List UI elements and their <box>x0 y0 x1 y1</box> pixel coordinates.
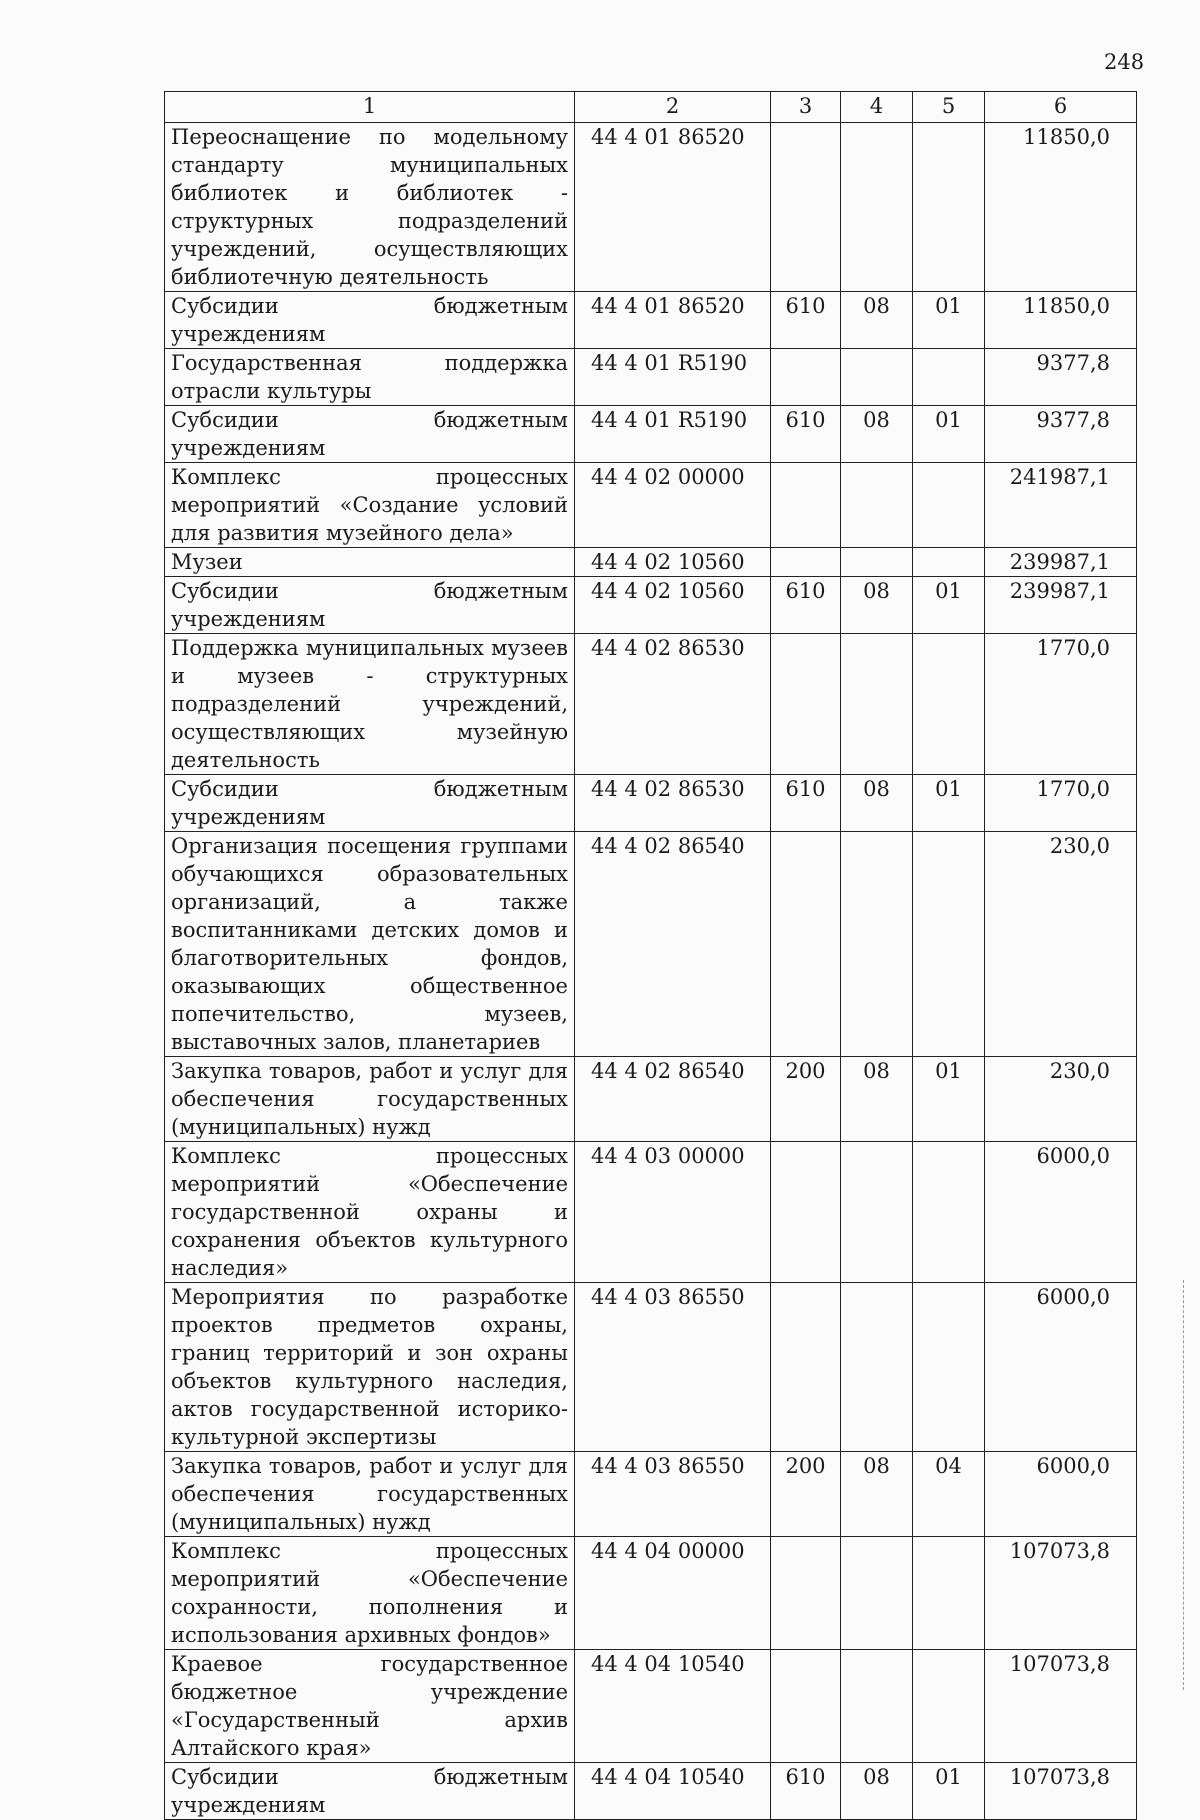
subsection-cell <box>913 832 985 1057</box>
expense-type-cell <box>771 1283 841 1452</box>
amount-cell: 6000,0 <box>985 1142 1137 1283</box>
target-code-cell: 44 4 02 10560 <box>575 548 771 577</box>
expense-type-cell: 610 <box>771 1763 841 1820</box>
page-number: 248 <box>1104 50 1145 74</box>
subsection-cell <box>913 349 985 406</box>
item-name-cell: Субсидии бюджетным учреждениям <box>165 577 575 634</box>
item-name-cell: Государственная поддержка отрасли культуры <box>165 349 575 406</box>
expense-type-cell <box>771 349 841 406</box>
section-cell: 08 <box>841 1452 913 1537</box>
table-row <box>165 1537 1137 1650</box>
target-code-cell: 44 4 02 10560 <box>575 577 771 634</box>
target-code-cell: 44 4 03 86550 <box>575 1452 771 1537</box>
section-cell <box>841 548 913 577</box>
section-cell <box>841 1142 913 1283</box>
subsection-cell: 01 <box>913 406 985 463</box>
budget-table <box>164 91 1137 1820</box>
amount-cell: 1770,0 <box>985 775 1137 832</box>
item-name-cell: Краевое государственное бюджетное учреждение «Государственный архив Алтайского края» <box>165 1650 575 1763</box>
header-cell: 3 <box>771 92 841 123</box>
target-code-cell: 44 4 04 10540 <box>575 1763 771 1820</box>
table-row <box>165 634 1137 775</box>
item-name-cell: Переоснащение по модельному стандарту муниципальных библиотек и библиотек - структурных подразделений учреждений, осуществляющих библиотечную деятельность <box>165 123 575 292</box>
subsection-cell <box>913 1650 985 1763</box>
table-body <box>165 123 1137 1820</box>
header-cell: 6 <box>985 92 1137 123</box>
scan-edge-line <box>1183 1280 1185 1690</box>
table-row <box>165 832 1137 1057</box>
item-name-cell: Комплекс процессных мероприятий «Обеспечение государственной охраны и сохранения объектов культурного наследия» <box>165 1142 575 1283</box>
target-code-cell: 44 4 01 86520 <box>575 123 771 292</box>
expense-type-cell: 200 <box>771 1057 841 1142</box>
target-code-cell: 44 4 01 R5190 <box>575 406 771 463</box>
expense-type-cell <box>771 832 841 1057</box>
item-name-cell: Субсидии бюджетным учреждениям <box>165 775 575 832</box>
header-row <box>165 92 1137 123</box>
amount-cell: 1770,0 <box>985 634 1137 775</box>
expense-type-cell: 610 <box>771 775 841 832</box>
amount-cell: 9377,8 <box>985 406 1137 463</box>
amount-cell: 11850,0 <box>985 292 1137 349</box>
target-code-cell: 44 4 02 86540 <box>575 1057 771 1142</box>
subsection-cell: 01 <box>913 577 985 634</box>
amount-cell: 6000,0 <box>985 1452 1137 1537</box>
subsection-cell <box>913 1142 985 1283</box>
amount-cell: 230,0 <box>985 1057 1137 1142</box>
section-cell <box>841 634 913 775</box>
table-row <box>165 1763 1137 1820</box>
item-name-cell: Музеи <box>165 548 575 577</box>
table-row <box>165 548 1137 577</box>
amount-cell: 239987,1 <box>985 548 1137 577</box>
subsection-cell <box>913 634 985 775</box>
section-cell <box>841 123 913 292</box>
amount-cell: 107073,8 <box>985 1763 1137 1820</box>
table-row <box>165 1650 1137 1763</box>
section-cell: 08 <box>841 577 913 634</box>
expense-type-cell: 610 <box>771 577 841 634</box>
item-name-cell: Организация посещения группами обучающихся образовательных организаций, а также воспитанниками детских домов и благотворительных фондов, оказывающих общественное попечительство, музеев, выставочных залов, планетариев <box>165 832 575 1057</box>
subsection-cell: 01 <box>913 775 985 832</box>
target-code-cell: 44 4 01 R5190 <box>575 349 771 406</box>
section-cell: 08 <box>841 1057 913 1142</box>
target-code-cell: 44 4 04 10540 <box>575 1650 771 1763</box>
table-row <box>165 1142 1137 1283</box>
header-cell: 5 <box>913 92 985 123</box>
item-name-cell: Комплекс процессных мероприятий «Обеспечение сохранности, пополнения и использования архивных фондов» <box>165 1537 575 1650</box>
item-name-cell: Субсидии бюджетным учреждениям <box>165 406 575 463</box>
section-cell: 08 <box>841 1763 913 1820</box>
expense-type-cell <box>771 1537 841 1650</box>
subsection-cell <box>913 463 985 548</box>
target-code-cell: 44 4 02 00000 <box>575 463 771 548</box>
table-row <box>165 349 1137 406</box>
item-name-cell: Мероприятия по разработке проектов предметов охраны, границ территорий и зон охраны объектов культурного наследия, актов государственной историко-культурной экспертизы <box>165 1283 575 1452</box>
subsection-cell <box>913 1283 985 1452</box>
target-code-cell: 44 4 03 00000 <box>575 1142 771 1283</box>
amount-cell: 241987,1 <box>985 463 1137 548</box>
section-cell <box>841 832 913 1057</box>
section-cell: 08 <box>841 406 913 463</box>
section-cell <box>841 1537 913 1650</box>
table-row <box>165 1452 1137 1537</box>
target-code-cell: 44 4 01 86520 <box>575 292 771 349</box>
header-cell: 2 <box>575 92 771 123</box>
amount-cell: 107073,8 <box>985 1650 1137 1763</box>
table-row <box>165 775 1137 832</box>
subsection-cell: 01 <box>913 1763 985 1820</box>
target-code-cell: 44 4 03 86550 <box>575 1283 771 1452</box>
item-name-cell: Закупка товаров, работ и услуг для обеспечения государственных (муниципальных) нужд <box>165 1452 575 1537</box>
amount-cell: 230,0 <box>985 832 1137 1057</box>
table-row <box>165 406 1137 463</box>
subsection-cell <box>913 548 985 577</box>
item-name-cell: Комплекс процессных мероприятий «Создание условий для развития музейного дела» <box>165 463 575 548</box>
section-cell: 08 <box>841 775 913 832</box>
expense-type-cell <box>771 1650 841 1763</box>
expense-type-cell: 200 <box>771 1452 841 1537</box>
table-row <box>165 292 1137 349</box>
subsection-cell <box>913 123 985 292</box>
amount-cell: 9377,8 <box>985 349 1137 406</box>
expense-type-cell <box>771 463 841 548</box>
item-name-cell: Закупка товаров, работ и услуг для обеспечения государственных (муниципальных) нужд <box>165 1057 575 1142</box>
target-code-cell: 44 4 02 86530 <box>575 775 771 832</box>
expense-type-cell <box>771 548 841 577</box>
subsection-cell: 01 <box>913 1057 985 1142</box>
expense-type-cell: 610 <box>771 292 841 349</box>
target-code-cell: 44 4 02 86530 <box>575 634 771 775</box>
table-row <box>165 577 1137 634</box>
item-name-cell: Субсидии бюджетным учреждениям <box>165 1763 575 1820</box>
target-code-cell: 44 4 04 00000 <box>575 1537 771 1650</box>
section-cell <box>841 463 913 548</box>
amount-cell: 107073,8 <box>985 1537 1137 1650</box>
amount-cell: 239987,1 <box>985 577 1137 634</box>
section-cell <box>841 1283 913 1452</box>
expense-type-cell <box>771 123 841 292</box>
subsection-cell: 04 <box>913 1452 985 1537</box>
section-cell <box>841 349 913 406</box>
amount-cell: 11850,0 <box>985 123 1137 292</box>
section-cell: 08 <box>841 292 913 349</box>
expense-type-cell: 610 <box>771 406 841 463</box>
item-name-cell: Поддержка муниципальных музеев и музеев - структурных подразделений учреждений, осуществляющих музейную деятельность <box>165 634 575 775</box>
amount-cell: 6000,0 <box>985 1283 1137 1452</box>
expense-type-cell <box>771 1142 841 1283</box>
subsection-cell <box>913 1537 985 1650</box>
header-cell: 4 <box>841 92 913 123</box>
table-row <box>165 463 1137 548</box>
table-row <box>165 123 1137 292</box>
section-cell <box>841 1650 913 1763</box>
subsection-cell: 01 <box>913 292 985 349</box>
table-row <box>165 1057 1137 1142</box>
target-code-cell: 44 4 02 86540 <box>575 832 771 1057</box>
table-row <box>165 1283 1137 1452</box>
expense-type-cell <box>771 634 841 775</box>
item-name-cell: Субсидии бюджетным учреждениям <box>165 292 575 349</box>
header-cell: 1 <box>165 92 575 123</box>
